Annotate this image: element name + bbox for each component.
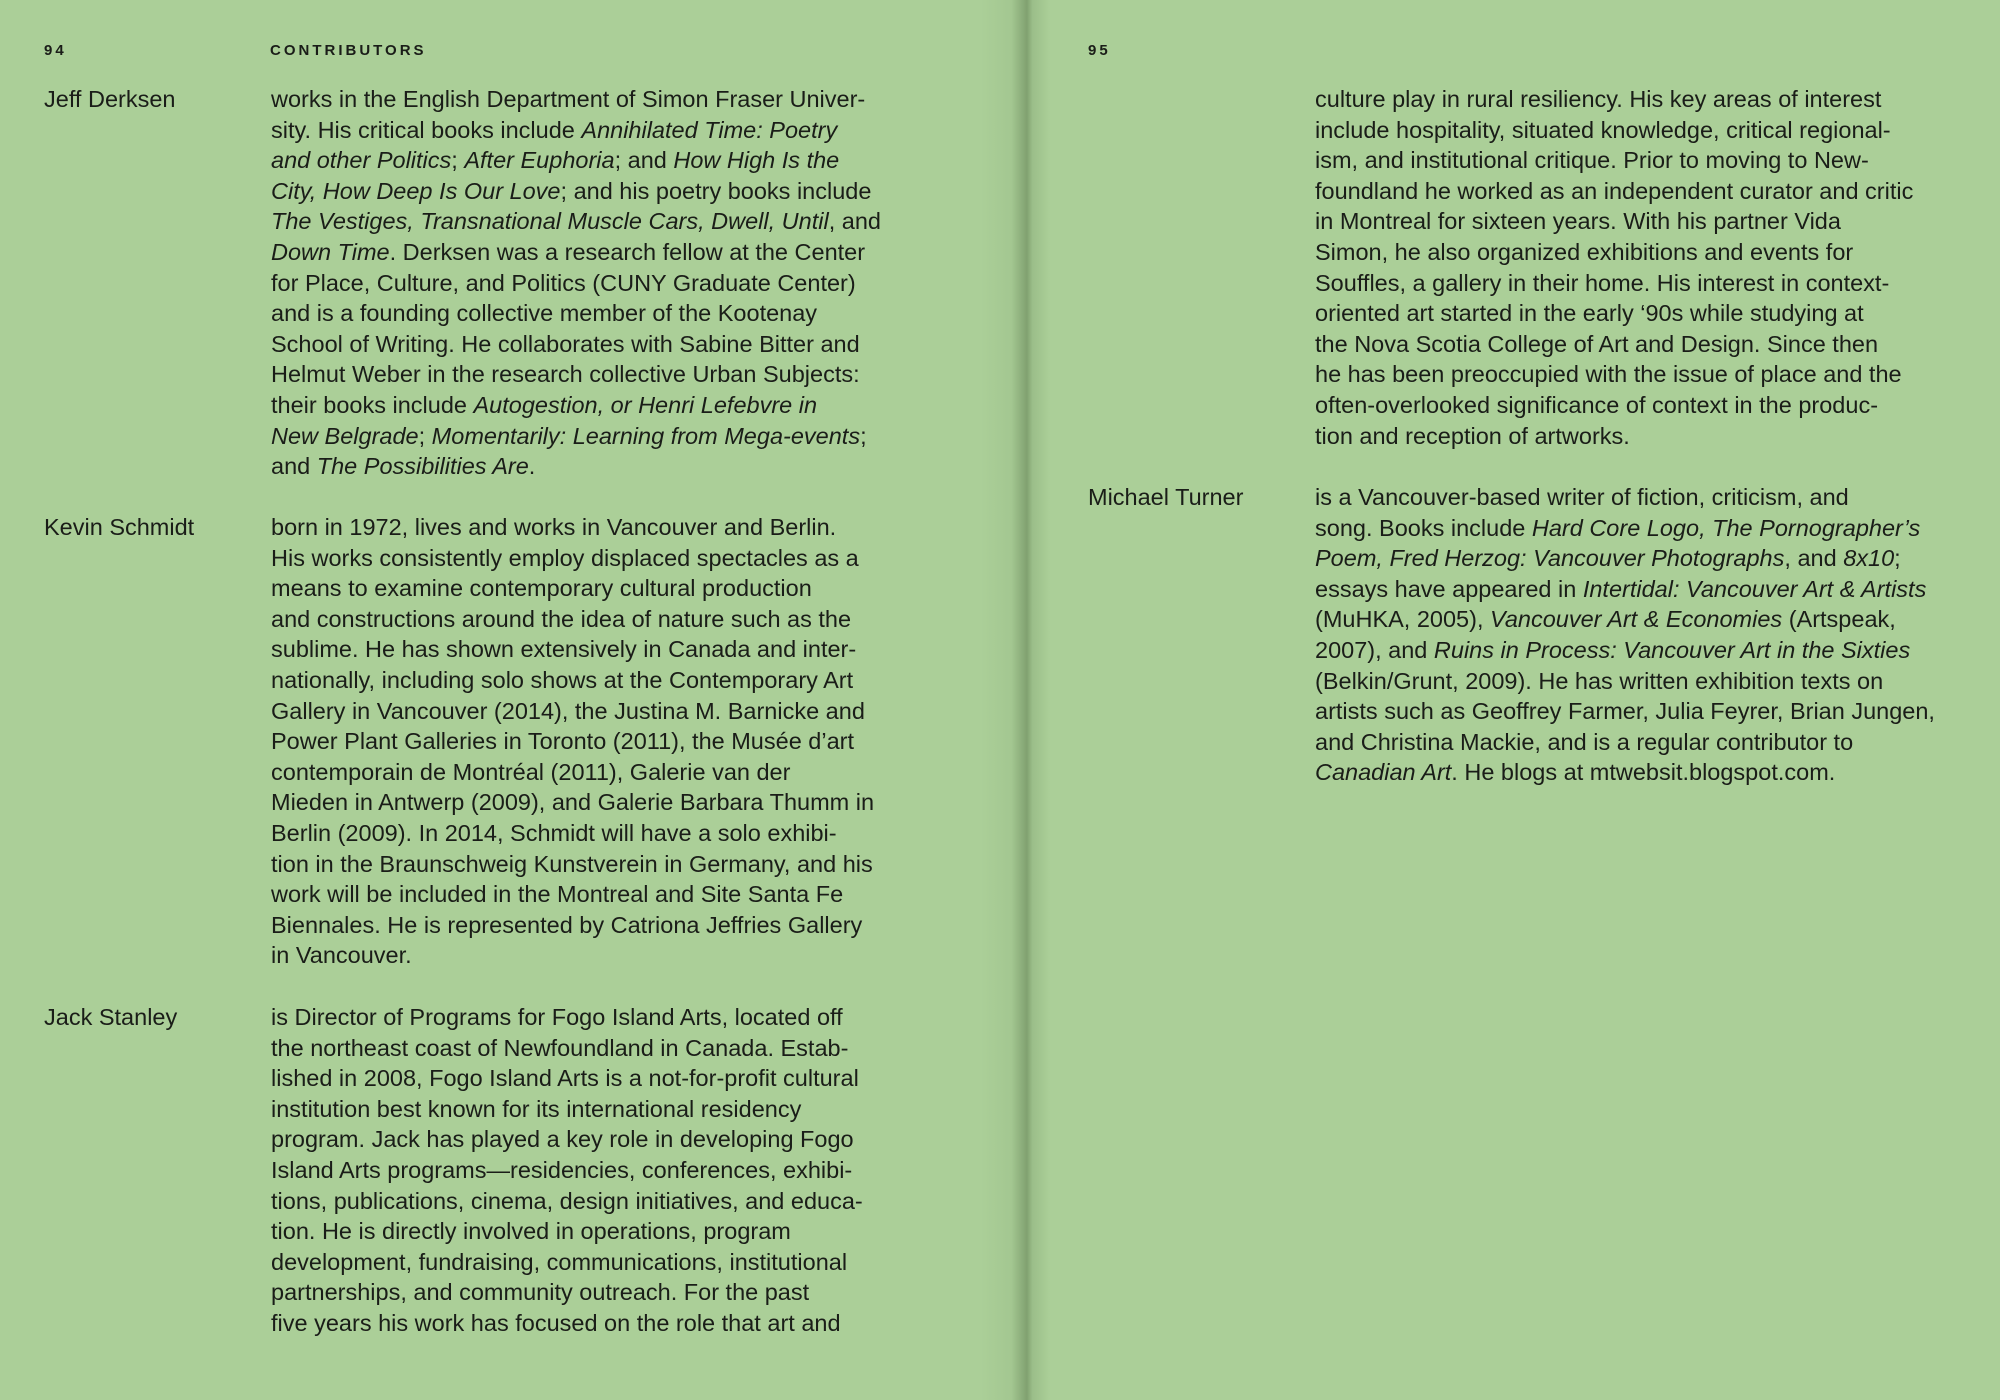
bio-line bbox=[1315, 359, 1960, 390]
bio-text: and bbox=[271, 453, 317, 480]
bio-line bbox=[1315, 727, 1960, 758]
italic-title: Down Time bbox=[271, 238, 390, 265]
bio-line bbox=[271, 1186, 918, 1217]
italic-title: Momentarily: Learning from Mega-events bbox=[431, 422, 861, 449]
bio-text: ; and his poetry books include bbox=[560, 177, 872, 204]
bio-text: Souffles, a gallery in their home. His interest in context- bbox=[1315, 269, 1890, 296]
bio-text: partnerships, and community outreach. For the past bbox=[271, 1279, 810, 1306]
bio-text: in Montreal for sixteen years. With his partner Vida bbox=[1315, 208, 1841, 235]
bio-line bbox=[271, 757, 918, 788]
bio-text: 2007), and bbox=[1315, 636, 1434, 663]
contributor-name: Michael Turner bbox=[1088, 484, 1244, 510]
bio-text: ; and bbox=[614, 147, 674, 174]
bio-line bbox=[271, 1216, 918, 1247]
contributor-name: Kevin Schmidt bbox=[44, 514, 195, 540]
italic-title: City, How Deep Is Our Love bbox=[271, 177, 561, 204]
bio-line bbox=[271, 1002, 918, 1033]
bio-line bbox=[271, 512, 918, 543]
bio-text: often-overlooked significance of context in the produc- bbox=[1315, 391, 1879, 418]
bio-text: (Artspeak, bbox=[1782, 606, 1896, 633]
bio-text: he has been preoccupied with the issue of place and the bbox=[1315, 361, 1902, 388]
bio-text: Island Arts programs—residencies, conferences, exhibi- bbox=[271, 1156, 853, 1183]
contributor-bio bbox=[1315, 84, 1960, 451]
bio-text: essays have appeared in bbox=[1315, 575, 1583, 602]
bio-text: in Vancouver. bbox=[271, 942, 412, 969]
bio-text: ; bbox=[860, 422, 867, 449]
bio-text: foundland he worked as an independent curator and critic bbox=[1315, 177, 1914, 204]
bio-text: Biennales. He is represented by Catriona Jeffries Gallery bbox=[271, 911, 863, 938]
bio-line bbox=[271, 145, 918, 176]
contributor-name: Jack Stanley bbox=[44, 1004, 178, 1030]
bio-text: Berlin (2009). In 2014, Schmidt will have a solo exhibi- bbox=[271, 819, 837, 846]
italic-title: The Vestiges, Transnational Muscle Cars, Dwell, Until bbox=[271, 208, 829, 235]
bio-text: born in 1972, lives and works in Vancouver and Berlin. bbox=[271, 514, 837, 540]
bio-text: development, fundraising, communications, institutional bbox=[271, 1248, 848, 1275]
bio-line bbox=[1315, 176, 1960, 207]
bio-text: and is a founding collective member of the Kootenay bbox=[271, 300, 818, 327]
bio-line bbox=[271, 329, 918, 360]
bio-line bbox=[271, 84, 918, 115]
bio-text: tion and reception of artworks. bbox=[1315, 422, 1630, 449]
bio-text: . He blogs at mtwebsit.blogspot.com. bbox=[1451, 759, 1836, 786]
bio-line bbox=[271, 940, 918, 971]
bio-text: tions, publications, cinema, design initiatives, and educa- bbox=[271, 1187, 863, 1214]
bio-text: and constructions around the idea of nature such as the bbox=[271, 605, 852, 632]
bio-line bbox=[271, 1124, 918, 1155]
bio-line bbox=[271, 604, 918, 635]
bio-line bbox=[271, 1308, 918, 1339]
bio-text: institution best known for its international residency bbox=[271, 1095, 802, 1122]
italic-title: The Possibilities Are bbox=[316, 453, 529, 480]
bio-text: is Director of Programs for Fogo Island Arts, located off bbox=[271, 1004, 843, 1030]
bio-text: their books include bbox=[271, 391, 474, 418]
bio-text: Power Plant Galleries in Toronto (2011), the Musée d’art bbox=[271, 728, 855, 755]
bio-text: , and bbox=[828, 208, 881, 235]
bio-line bbox=[271, 298, 918, 329]
bio-line bbox=[271, 787, 918, 818]
bio-text: and Christina Mackie, and is a regular contributor to bbox=[1315, 728, 1854, 755]
bio-line bbox=[271, 390, 918, 421]
bio-text: lished in 2008, Fogo Island Arts is a not-for-profit cultural bbox=[271, 1065, 859, 1092]
italic-title: Ruins in Process: Vancouver Art in the Sixties bbox=[1433, 636, 1911, 663]
bio-text: sublime. He has shown extensively in Canada and inter- bbox=[271, 636, 857, 663]
bio-line bbox=[271, 1094, 918, 1125]
bio-line bbox=[271, 421, 918, 452]
bio-line bbox=[271, 115, 918, 146]
italic-title: Autogestion, or Henri Lefebvre in bbox=[473, 391, 818, 418]
bio-line bbox=[1315, 604, 1960, 635]
bio-text: song. Books include bbox=[1315, 514, 1532, 541]
italic-title: Hard Core Logo, The Pornographer’s bbox=[1531, 514, 1921, 541]
bio-line bbox=[271, 573, 918, 604]
bio-line bbox=[1315, 482, 1960, 513]
bio-text: means to examine contemporary cultural production bbox=[271, 575, 812, 602]
bio-text: Helmut Weber in the research collective Urban Subjects: bbox=[271, 361, 860, 388]
bio-text: the Nova Scotia College of Art and Design. Since then bbox=[1315, 330, 1879, 357]
page-number: 95 bbox=[1088, 42, 1111, 59]
italic-title: Vancouver Art & Economies bbox=[1490, 606, 1783, 633]
bio-text: ; bbox=[451, 147, 465, 174]
bio-line bbox=[271, 451, 918, 482]
bio-line bbox=[1315, 696, 1960, 727]
bio-line bbox=[271, 359, 918, 390]
bio-text: works in the English Department of Simon Fraser Univer- bbox=[271, 86, 866, 112]
italic-title: After Euphoria bbox=[464, 147, 615, 174]
contributor-bio bbox=[271, 1002, 918, 1339]
contributor-name: Jeff Derksen bbox=[44, 86, 176, 112]
bio-text: (MuHKA, 2005), bbox=[1315, 606, 1491, 633]
bio-text: ism, and institutional critique. Prior to moving to New- bbox=[1315, 147, 1869, 174]
bio-text: oriented art started in the early ‘90s while studying at bbox=[1315, 300, 1864, 327]
italic-title: New Belgrade bbox=[271, 422, 419, 449]
bio-text: nationally, including solo shows at the Contemporary Art bbox=[271, 666, 854, 693]
bio-text: include hospitality, situated knowledge, critical regional- bbox=[1315, 116, 1891, 143]
bio-line bbox=[271, 1155, 918, 1186]
bio-line bbox=[271, 268, 918, 299]
bio-text: Mieden in Antwerp (2009), and Galerie Barbara Thumm in bbox=[271, 789, 875, 816]
bio-line bbox=[271, 1063, 918, 1094]
bio-text: Simon, he also organized exhibitions and events for bbox=[1315, 238, 1854, 265]
bio-line bbox=[1315, 329, 1960, 360]
bio-line bbox=[271, 1277, 918, 1308]
contributor-bio bbox=[1315, 482, 1960, 788]
bio-line bbox=[271, 237, 918, 268]
bio-line bbox=[1315, 543, 1960, 574]
bio-text: . Derksen was a research fellow at the Center bbox=[389, 238, 866, 265]
bio-line bbox=[271, 206, 918, 237]
bio-text: ; bbox=[418, 422, 432, 449]
bio-text: five years his work has focused on the role that art and bbox=[271, 1309, 841, 1336]
bio-text: work will be included in the Montreal and Site Santa Fe bbox=[271, 881, 844, 908]
bio-line bbox=[271, 910, 918, 941]
bio-line bbox=[1315, 421, 1960, 452]
bio-line bbox=[1315, 666, 1960, 697]
italic-title: and other Politics bbox=[271, 147, 452, 174]
bio-line bbox=[271, 818, 918, 849]
bio-line bbox=[1315, 757, 1960, 788]
bio-text: tion. He is directly involved in operations, program bbox=[271, 1218, 791, 1245]
contributor-bio bbox=[271, 512, 918, 971]
bio-line bbox=[1315, 115, 1960, 146]
italic-title: Poem, Fred Herzog: Vancouver Photographs bbox=[1315, 545, 1785, 572]
bio-line bbox=[1315, 298, 1960, 329]
running-head: CONTRIBUTORS bbox=[270, 42, 427, 59]
bio-line bbox=[1315, 390, 1960, 421]
bio-text: tion in the Braunschweig Kunstverein in Germany, and his bbox=[271, 850, 873, 877]
bio-text: culture play in rural resiliency. His key areas of interest bbox=[1315, 86, 1882, 112]
bio-text: is a Vancouver-based writer of fiction, criticism, and bbox=[1315, 484, 1849, 510]
contributor-bio bbox=[271, 84, 918, 482]
bio-line bbox=[1315, 145, 1960, 176]
bio-line bbox=[271, 879, 918, 910]
bio-line bbox=[271, 696, 918, 727]
italic-title: How High Is the bbox=[673, 147, 840, 174]
bio-text: Gallery in Vancouver (2014), the Justina M. Barnicke and bbox=[271, 697, 865, 724]
bio-text: . bbox=[528, 453, 536, 480]
bio-line bbox=[271, 1247, 918, 1278]
page-number: 94 bbox=[44, 42, 67, 59]
bio-text: , and bbox=[1784, 545, 1844, 572]
bio-text: for Place, Culture, and Politics (CUNY Graduate Center) bbox=[271, 269, 856, 296]
bio-text: (Belkin/Grunt, 2009). He has written exhibition texts on bbox=[1315, 667, 1884, 694]
bio-text: contemporain de Montréal (2011), Galerie van der bbox=[271, 758, 791, 785]
bio-line bbox=[271, 726, 918, 757]
bio-line bbox=[1315, 84, 1960, 115]
bio-line bbox=[271, 634, 918, 665]
bio-text: School of Writing. He collaborates with Sabine Bitter and bbox=[271, 330, 860, 357]
bio-line bbox=[1315, 513, 1960, 544]
bio-line bbox=[1315, 574, 1960, 605]
italic-title: Canadian Art bbox=[1315, 759, 1452, 786]
bio-line bbox=[271, 665, 918, 696]
bio-text: His works consistently employ displaced spectacles as a bbox=[271, 544, 859, 571]
bio-text: the northeast coast of Newfoundland in Canada. Estab- bbox=[271, 1034, 849, 1061]
bio-text: ; bbox=[1894, 545, 1901, 572]
bio-line bbox=[1315, 635, 1960, 666]
bio-text: program. Jack has played a key role in developing Fogo bbox=[271, 1126, 854, 1153]
bio-line bbox=[271, 543, 918, 574]
bio-line bbox=[1315, 237, 1960, 268]
bio-line bbox=[271, 1033, 918, 1064]
italic-title: Annihilated Time: Poetry bbox=[581, 116, 838, 143]
italic-title: 8x10 bbox=[1843, 545, 1895, 572]
bio-text: artists such as Geoffrey Farmer, Julia Feyrer, Brian Jungen, bbox=[1315, 698, 1935, 725]
bio-text: sity. His critical books include bbox=[271, 116, 582, 143]
bio-line bbox=[1315, 206, 1960, 237]
italic-title: Intertidal: Vancouver Art & Artists bbox=[1582, 575, 1927, 602]
right-page bbox=[1000, 0, 2000, 1400]
bio-line bbox=[271, 849, 918, 880]
bio-line bbox=[271, 176, 918, 207]
bio-line bbox=[1315, 268, 1960, 299]
